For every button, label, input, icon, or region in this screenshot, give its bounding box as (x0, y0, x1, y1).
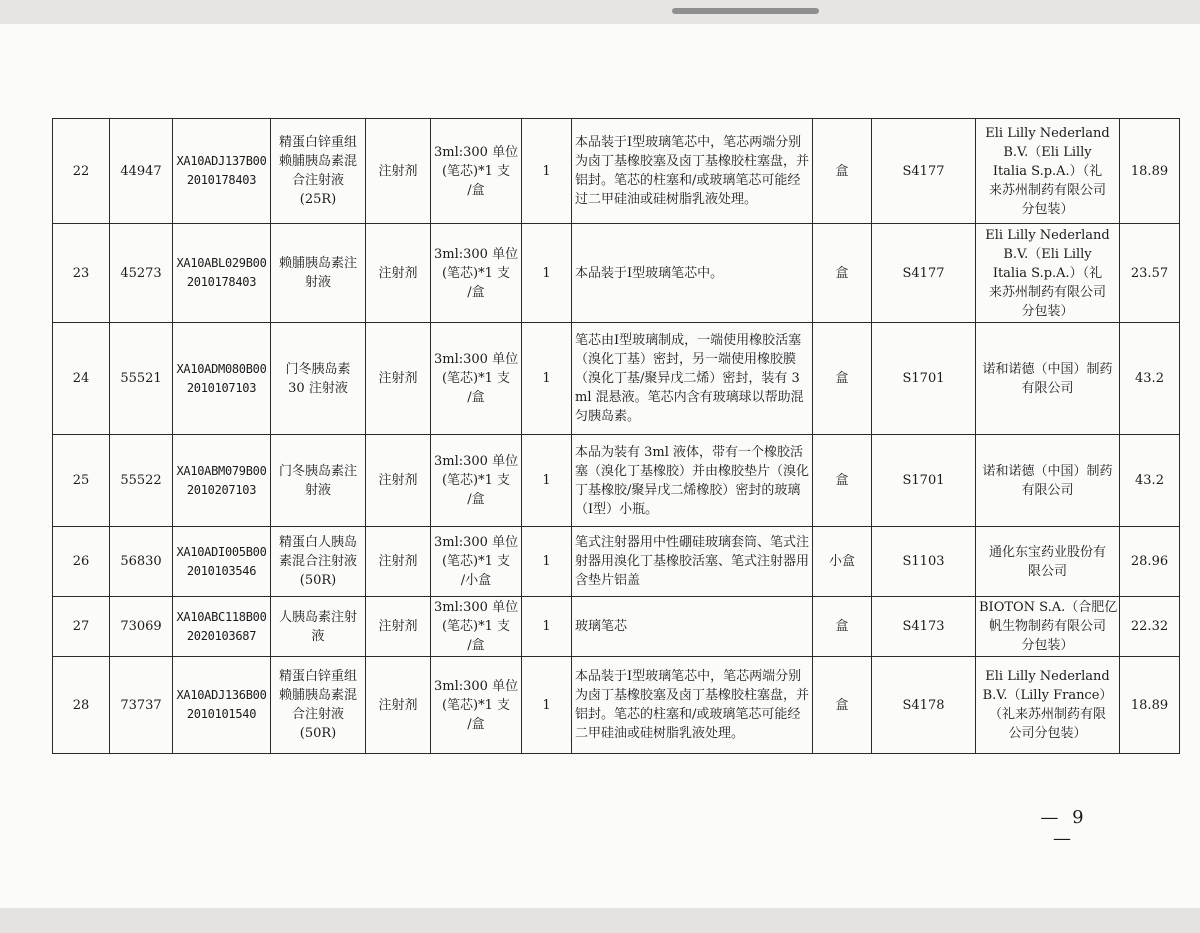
packaging-description-cell: 本品装于Ⅰ型玻璃笔芯中，笔芯两端分别为卤丁基橡胶塞及卤丁基橡胶柱塞盘，并铝封。笔芯的柱塞和/或玻璃笔芯可能经二甲硅油或硅树脂乳液处理。 (572, 657, 813, 754)
specification-cell-line: /盒 (467, 716, 485, 732)
license-cell: S1701 (872, 323, 976, 435)
specification-cell-line: (笔芯)*1 支 (441, 697, 511, 713)
drug-code-cell: 44947 (110, 119, 173, 224)
unit-cell: 盒 (813, 119, 872, 224)
drug-name-cell-line: 赖脯胰岛素注 (278, 256, 357, 271)
row-number-cell: 27 (53, 597, 110, 657)
drug-name-cell (271, 435, 366, 527)
quantity-cell: 1 (522, 224, 572, 323)
specification-cell (431, 657, 522, 754)
drug-code-cell: 56830 (110, 527, 173, 597)
specification-cell-line: 3ml:300 单位 (434, 246, 519, 262)
dosage-form-cell: 注射剂 (366, 597, 431, 657)
drug-name-cell-line: 人胰岛素注射 (278, 609, 357, 625)
license-cell: S4177 (872, 224, 976, 323)
price-cell: 43.2 (1120, 435, 1180, 527)
company-cell-line: 通化东宝药业股份有 (988, 544, 1106, 560)
drug-name-cell-line: 射液 (304, 275, 331, 290)
company-cell (976, 323, 1120, 435)
quantity-cell: 1 (522, 323, 572, 435)
company-cell-line: Eli Lilly Nederland (985, 227, 1110, 243)
company-cell-line: B.V.（Eli Lilly (1003, 246, 1092, 262)
quantity-cell: 1 (522, 527, 572, 597)
registration-code-cell-line: XA10ADM080B00 (176, 361, 267, 376)
unit-cell: 盒 (813, 597, 872, 657)
row-number-cell: 25 (53, 435, 110, 527)
drug-name-cell-line: (50R) (299, 573, 337, 588)
specification-cell (431, 435, 522, 527)
unit-cell: 盒 (813, 657, 872, 754)
registration-code-cell (173, 224, 271, 323)
specification-cell-line: /盒 (467, 492, 485, 507)
row-number-cell: 23 (53, 224, 110, 323)
registration-code-cell-line: 2010103546 (186, 563, 257, 578)
company-cell (976, 119, 1120, 224)
packaging-description-cell: 本品为装有 3ml 液体，带有一个橡胶活塞（溴化丁基橡胶）并由橡胶垫片（溴化丁基橡胶/聚异戊二烯橡胶）密封的玻璃（Ⅰ型）小瓶。 (572, 435, 813, 527)
company-cell-line: 有限公司 (1021, 482, 1074, 498)
registration-code-cell-line: 2010107103 (186, 380, 257, 395)
company-cell-line: 来苏州制药有限公司 (988, 284, 1106, 300)
specification-cell-line: (笔芯)*1 支 (441, 619, 511, 634)
specification-cell-line: /盒 (467, 638, 485, 653)
drug-name-cell-line: 30 注射液 (288, 380, 348, 396)
viewer-top-bar (0, 0, 1200, 24)
drug-name-cell-line: (50R) (299, 726, 337, 741)
drug-name-cell-line: 合注射液 (291, 707, 344, 722)
table-row (53, 224, 1180, 323)
page-number: — 9 — (1040, 807, 1088, 849)
drug-code-cell: 55522 (110, 435, 173, 527)
company-cell-line: 帆生物制药有限公司 (988, 619, 1106, 634)
specification-cell (431, 323, 522, 435)
drug-name-cell (271, 597, 366, 657)
quantity-cell: 1 (522, 119, 572, 224)
table-row (53, 597, 1180, 657)
company-cell-line: 分包装） (1021, 638, 1074, 653)
registration-code-cell-line: 2010178403 (186, 173, 257, 187)
dosage-form-cell: 注射剂 (366, 119, 431, 224)
drug-name-cell (271, 657, 366, 754)
specification-cell-line: (笔芯)*1 支 (441, 163, 511, 179)
drug-name-cell (271, 119, 366, 224)
license-cell: S1103 (872, 527, 976, 597)
drag-handle[interactable] (672, 8, 819, 14)
packaging-description-cell: 本品装于Ⅰ型玻璃笔芯中，笔芯两端分别为卤丁基橡胶塞及卤丁基橡胶柱塞盘，并铝封。笔芯的柱塞和/或玻璃笔芯可能经过二甲硅油或硅树脂乳液处理。 (572, 119, 813, 224)
company-cell-line: Eli Lilly Nederland (985, 669, 1110, 684)
price-cell: 18.89 (1120, 119, 1180, 224)
company-cell-line: 有限公司 (1021, 380, 1074, 396)
price-cell: 23.57 (1120, 224, 1180, 323)
drug-name-cell (271, 527, 366, 597)
specification-cell-line: (笔芯)*1 支 (441, 554, 511, 569)
registration-code-cell-line: XA10ABL029B00 (176, 256, 267, 270)
unit-cell: 盒 (813, 323, 872, 435)
company-cell-line: Italia S.p.A.）（礼 (992, 163, 1103, 179)
specification-cell (431, 119, 522, 224)
drug-name-cell-line: 门冬胰岛素 (285, 361, 351, 377)
quantity-cell: 1 (522, 435, 572, 527)
specification-cell-line: /盒 (467, 182, 485, 198)
registration-code-cell-line: XA10ADJ137B00 (176, 154, 267, 168)
viewer-bottom-bar (0, 908, 1200, 933)
registration-code-cell (173, 323, 271, 435)
drug-name-cell-line: 素混合注射液 (278, 554, 357, 569)
drug-name-cell-line: 精蛋白人胰岛 (278, 535, 357, 550)
specification-cell-line: 3ml:300 单位 (434, 678, 519, 694)
registration-code-cell (173, 119, 271, 224)
company-cell (976, 597, 1120, 657)
dosage-form-cell: 注射剂 (366, 435, 431, 527)
packaging-description-cell: 笔芯由Ⅰ型玻璃制成，一端使用橡胶活塞（溴化丁基）密封，另一端使用橡胶膜（溴化丁基/聚异戊二烯）密封，装有 3ml 混悬液。笔芯内含有玻璃球以帮助混匀胰岛素。 (572, 323, 813, 435)
specification-cell-line: 3ml:300 单位 (434, 144, 519, 160)
quantity-cell: 1 (522, 657, 572, 754)
specification-cell-line: /盒 (467, 390, 485, 405)
drug-name-cell-line: 精蛋白锌重组 (278, 135, 357, 150)
company-cell-line: Eli Lilly Nederland (985, 125, 1110, 141)
row-number-cell: 28 (53, 657, 110, 754)
specification-cell (431, 597, 522, 657)
drug-name-cell-line: 射液 (304, 482, 331, 498)
drug-name-cell-line: 赖脯胰岛素混 (278, 688, 357, 703)
table-row (53, 527, 1180, 597)
drug-name-cell-line: 精蛋白锌重组 (278, 669, 357, 684)
row-number-cell: 24 (53, 323, 110, 435)
license-cell: S4177 (872, 119, 976, 224)
quantity-cell: 1 (522, 597, 572, 657)
registration-code-cell (173, 657, 271, 754)
price-cell: 18.89 (1120, 657, 1180, 754)
company-cell-line: Italia S.p.A.）（礼 (992, 265, 1103, 281)
drug-name-cell-line: (25R) (299, 192, 337, 207)
packaging-description-cell: 玻璃笔芯 (572, 597, 813, 657)
company-cell-line: 分包装） (1021, 303, 1074, 319)
price-cell: 43.2 (1120, 323, 1180, 435)
dosage-form-cell: 注射剂 (366, 657, 431, 754)
drug-code-cell: 55521 (110, 323, 173, 435)
company-cell-line: 公司分包装） (1008, 726, 1087, 741)
drug-code-cell: 45273 (110, 224, 173, 323)
dosage-form-cell: 注射剂 (366, 527, 431, 597)
registration-code-cell-line: XA10ADI005B00 (176, 544, 267, 559)
unit-cell: 盒 (813, 435, 872, 527)
drug-name-cell-line: 合注射液 (291, 173, 344, 188)
registration-code-cell-line: 2010101540 (186, 707, 257, 721)
registration-code-cell-line: 2010178403 (186, 275, 257, 289)
drug-table (52, 118, 1180, 754)
company-cell-line: 分包装） (1021, 201, 1074, 217)
price-cell: 22.32 (1120, 597, 1180, 657)
company-cell (976, 435, 1120, 527)
company-cell (976, 657, 1120, 754)
license-cell: S4173 (872, 597, 976, 657)
specification-cell-line: /小盒 (460, 573, 492, 588)
unit-cell: 小盒 (813, 527, 872, 597)
company-cell-line: 来苏州制药有限公司 (988, 182, 1106, 198)
specification-cell-line: 3ml:300 单位 (434, 352, 519, 367)
drug-name-cell (271, 323, 366, 435)
drug-name-cell-line: 赖脯胰岛素混 (278, 154, 357, 169)
table-row (53, 323, 1180, 435)
specification-cell-line: (笔芯)*1 支 (441, 473, 511, 488)
drug-code-cell: 73069 (110, 597, 173, 657)
drug-name-cell-line: 门冬胰岛素注 (278, 463, 357, 479)
dosage-form-cell: 注射剂 (366, 323, 431, 435)
company-cell-line: B.V.（Lilly France） (982, 688, 1113, 703)
packaging-description-cell: 本品装于Ⅰ型玻璃笔芯中。 (572, 224, 813, 323)
row-number-cell: 22 (53, 119, 110, 224)
registration-code-cell (173, 597, 271, 657)
dosage-form-cell: 注射剂 (366, 224, 431, 323)
license-cell: S1701 (872, 435, 976, 527)
license-cell: S4178 (872, 657, 976, 754)
drug-code-cell: 73737 (110, 657, 173, 754)
drug-name-cell (271, 224, 366, 323)
company-cell-line: 限公司 (1027, 563, 1067, 579)
company-cell-line: （礼来苏州制药有限 (988, 707, 1106, 722)
registration-code-cell (173, 527, 271, 597)
specification-cell-line: /盒 (467, 284, 485, 300)
company-cell-line: BIOTON S.A.（合肥亿 (979, 600, 1118, 615)
company-cell-line: 诺和诺德（中国）制药 (982, 463, 1113, 479)
table-row (53, 657, 1180, 754)
registration-code-cell-line: XA10ABM079B00 (176, 463, 267, 478)
packaging-description-cell: 笔式注射器用中性硼硅玻璃套筒、笔式注射器用溴化丁基橡胶活塞、笔式注射器用含垫片铝盖 (572, 527, 813, 597)
company-cell-line: B.V.（Eli Lilly (1003, 144, 1092, 160)
registration-code-cell (173, 435, 271, 527)
specification-cell-line: (笔芯)*1 支 (441, 371, 511, 386)
company-cell-line: 诺和诺德（中国）制药 (982, 361, 1113, 377)
specification-cell-line: 3ml:300 单位 (434, 454, 519, 469)
company-cell (976, 224, 1120, 323)
table-row (53, 435, 1180, 527)
drug-name-cell-line: 液 (311, 628, 325, 644)
table-row (53, 119, 1180, 224)
registration-code-cell-line: XA10ADJ136B00 (176, 688, 267, 702)
specification-cell-line: 3ml:300 单位 (434, 600, 519, 615)
specification-cell (431, 527, 522, 597)
registration-code-cell-line: 2020103687 (186, 628, 257, 643)
price-cell: 28.96 (1120, 527, 1180, 597)
company-cell (976, 527, 1120, 597)
specification-cell-line: 3ml:300 单位 (434, 535, 519, 550)
unit-cell: 盒 (813, 224, 872, 323)
row-number-cell: 26 (53, 527, 110, 597)
specification-cell (431, 224, 522, 323)
registration-code-cell-line: 2010207103 (186, 482, 257, 497)
registration-code-cell-line: XA10ABC118B00 (176, 609, 267, 624)
specification-cell-line: (笔芯)*1 支 (441, 265, 511, 281)
